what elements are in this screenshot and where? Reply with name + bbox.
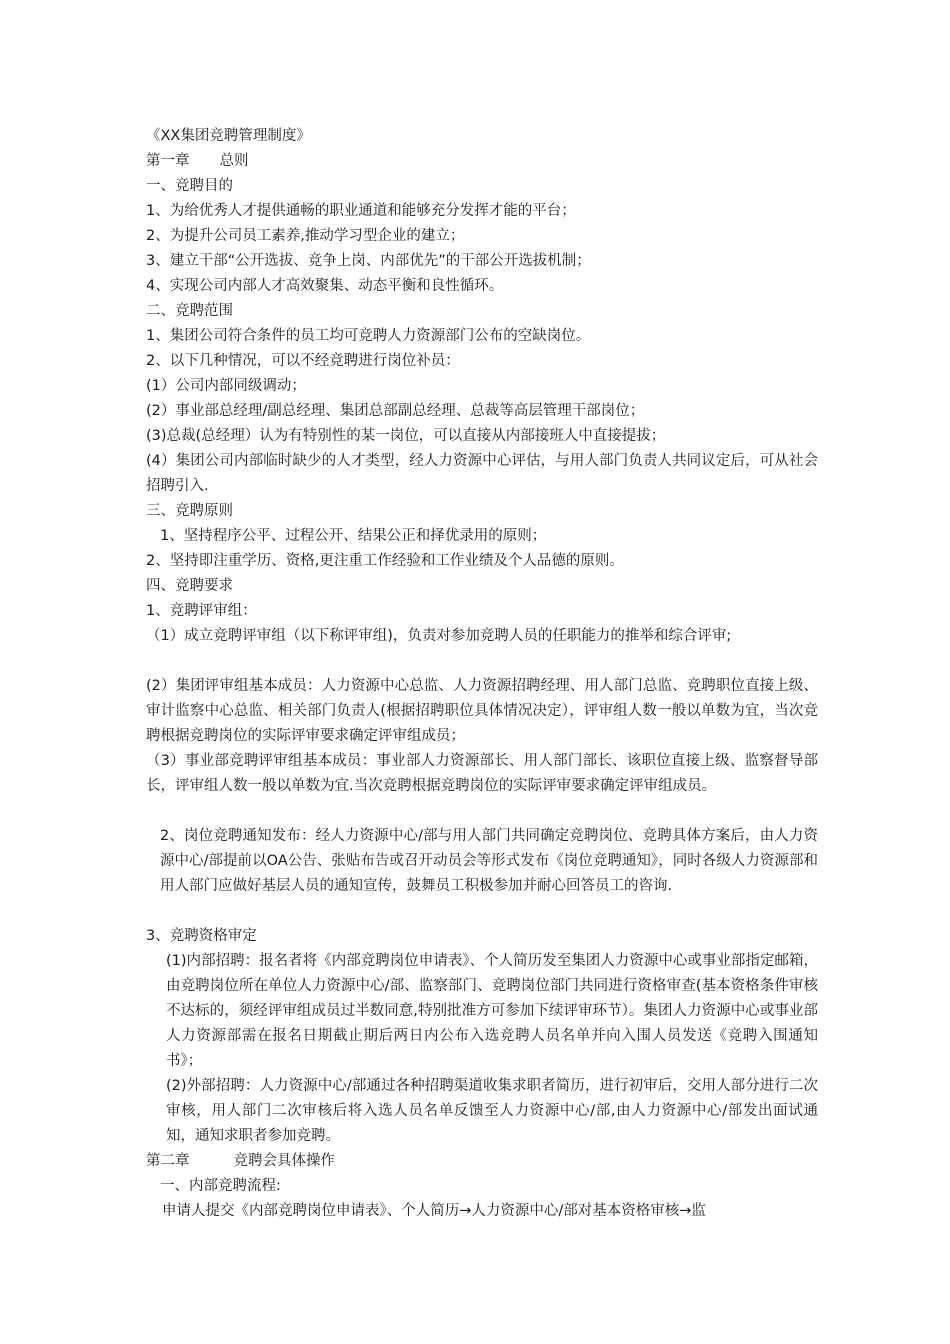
paragraph: （3）事业部竞聘评审组基本成员：事业部人力资源部长、用人部门部长、该职位直接上级、监察督导部长，评审组人数一般以单数为宜.当次竞聘根据竞聘岗位的实际评审要求确定评审组成员。 (146, 753, 818, 794)
paragraph: 1、集团公司符合条件的员工均可竞聘人力资源部门公布的空缺岗位。 (146, 328, 591, 344)
paragraph: (3)总裁(总经理）认为有特别性的某一岗位，可以直接从内部接班人中直接提拔； (146, 428, 666, 444)
paragraph: 1、为给优秀人才提供通畅的职业通道和能够充分发挥才能的平台； (146, 203, 576, 219)
paragraph: 3、建立干部“公开选拔、竞争上岗、内部优先”的干部公开选拔机制； (146, 253, 591, 269)
paragraph: 2、以下几种情况，可以不经竞聘进行岗位补员： (146, 353, 460, 369)
paragraph: 1、坚持程序公平、过程公开、结果公正和择优录用的原则； (160, 528, 547, 544)
chapter-2-label: 第二章 (146, 1153, 190, 1169)
section-heading-requirements: 四、竞聘要求 (146, 578, 233, 594)
document-body (146, 124, 818, 1224)
section-heading-principles: 三、竞聘原则 (146, 503, 233, 519)
paragraph: (1)内部招聘：报名者将《内部竞聘岗位申请表》、个人简历发至集团人力资源中心或事业部指定邮箱，由竞聘岗位所在单位人力资源中心/部、监察部门、竞聘岗位部门共同进行资格审查(基本资格条件审核不达标的，须经评审组成员过半数同意,特别批准方可参加下续评审环节）。集团人力资源中心或事业部人力资源部需在报名日期截止期后两日内公布入选竞聘人员名单并向入围人员发送《竞聘入围通知书》； (166, 953, 818, 1069)
chapter-2-heading (146, 1149, 818, 1174)
paragraph: (2)外部招聘：人力资源中心/部通过各种招聘渠道收集求职者简历，进行初审后，交用人部分进行二次审核，用人部门二次审核后将入选人员名单反馈至人力资源中心/部,由人力资源中心/部发出面试通知，通知求职者参加竞聘。 (166, 1078, 818, 1144)
paragraph: (4）集团公司内部临时缺少的人才类型，经人力资源中心评估，与用人部门负责人共同议定后，可从社会招聘引入. (146, 453, 818, 494)
chapter-1-title: 总则 (219, 153, 249, 169)
paragraph: 4、实现公司内部人才高效聚集、动态平衡和良性循环。 (146, 278, 504, 294)
chapter-1-heading (146, 149, 818, 174)
paragraph: 1、竞聘评审组： (146, 603, 257, 619)
paragraph: 申请人提交《内部竞聘岗位申请表》、个人简历→人力资源中心/部对基本资格审核→监 (162, 1203, 706, 1219)
paragraph: (2）事业部总经理/副总经理、集团总部副总经理、总裁等高层管理干部岗位； (146, 403, 645, 419)
paragraph: 3、竞聘资格审定 (146, 928, 257, 944)
paragraph: (1）公司内部同级调动； (146, 378, 306, 394)
chapter-1-label: 第一章 (146, 153, 190, 169)
paragraph: 2、为提升公司员工素养,推动学习型企业的建立； (146, 228, 465, 244)
section-heading-internal-process: 一、内部竞聘流程: (160, 1178, 281, 1194)
paragraph: 2、岗位竞聘通知发布：经人力资源中心/部与用人部门共同确定竞聘岗位、竞聘具体方案后，由人力资源中心/部提前以OA公告、张贴布告或召开动员会等形式发布《岗位竞聘通知》，同时各级人力资源部和用人部门应做好基层人员的通知宣传，鼓舞员工积极参加并耐心回答员工的咨询. (160, 828, 818, 894)
document-title: 《XX集团竞聘管理制度》 (146, 128, 311, 144)
section-heading-purpose: 一、竞聘目的 (146, 178, 233, 194)
paragraph: (2）集团评审组基本成员：人力资源中心总监、人力资源招聘经理、用人部门总监、竞聘职位直接上级、审计监察中心总监、相关部门负责人(根据招聘职位具体情况决定），评审组人数一般以单数为宜，当次竞聘根据竞聘岗位的实际评审要求确定评审组成员； (146, 678, 818, 744)
paragraph: 2、坚持即注重学历、资格,更注重工作经验和工作业绩及个人品德的原则。 (146, 553, 624, 569)
chapter-2-title: 竞聘会具体操作 (233, 1153, 335, 1169)
paragraph: （1）成立竞聘评审组（以下称评审组)，负责对参加竞聘人员的任职能力的推举和综合评审; (146, 628, 732, 644)
section-heading-scope: 二、竞聘范围 (146, 303, 233, 319)
